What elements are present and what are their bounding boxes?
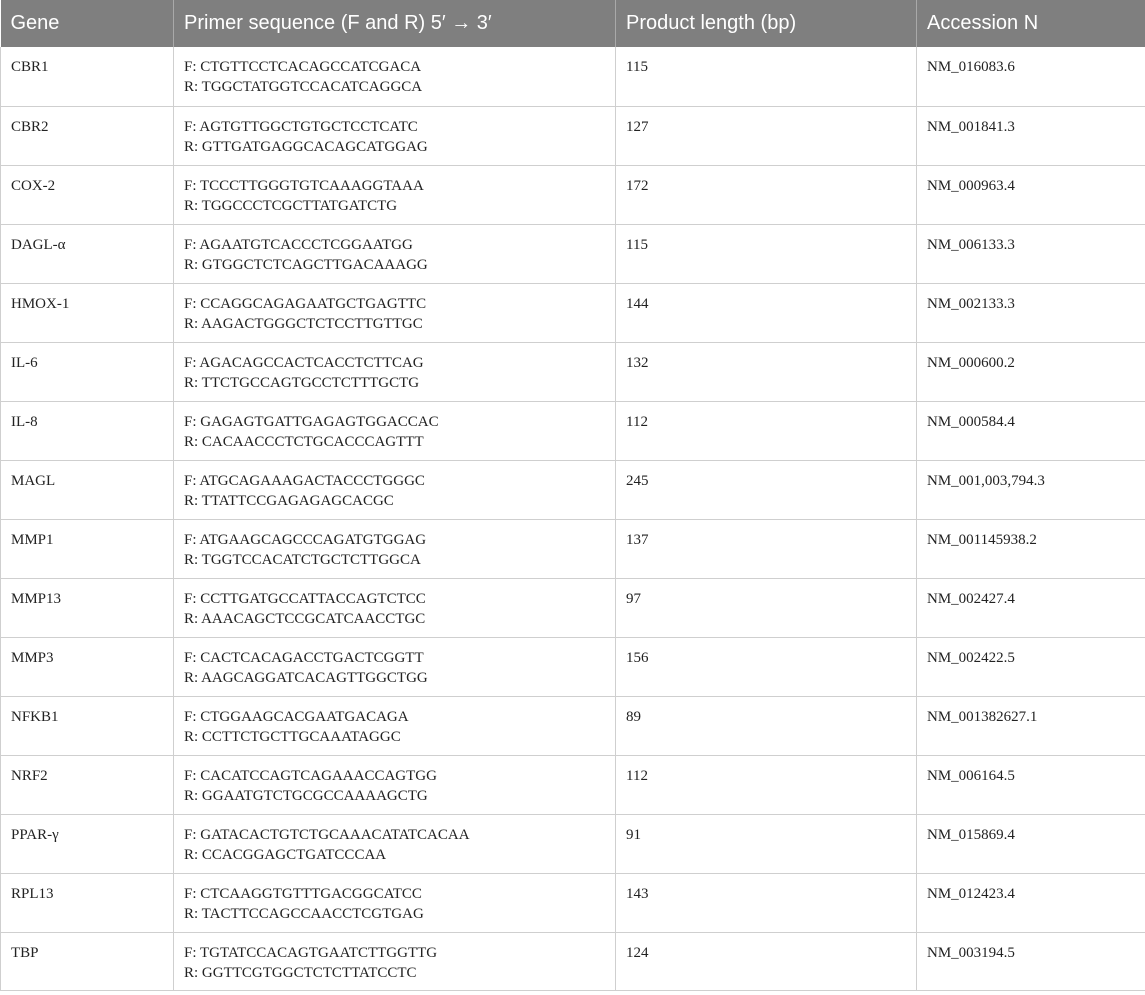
accession-cell: NM_000963.4 [917, 165, 1145, 224]
gene-cell: CBR1 [1, 47, 174, 106]
forward-primer: F: TCCCTTGGGTGTCAAAGGTAAA [184, 177, 424, 194]
primer-cell [174, 696, 616, 755]
table-row [1, 342, 1145, 401]
forward-primer: F: CTGTTCCTCACAGCCATCGACA [184, 59, 422, 75]
forward-primer: F: CCAGGCAGAGAATGCTGAGTTC [184, 295, 427, 312]
primer-cell [174, 755, 616, 814]
primer-cell [174, 165, 616, 224]
gene-cell: MMP1 [1, 519, 174, 578]
accession-cell: NM_001,003,794.3 [917, 460, 1145, 519]
primer-cell [174, 460, 616, 519]
table-row [1, 519, 1145, 578]
primer-cell [174, 224, 616, 283]
product-length-cell: 115 [616, 47, 917, 106]
gene-cell: MMP13 [1, 578, 174, 637]
accession-cell: NM_001382627.1 [917, 696, 1145, 755]
product-length-cell: 127 [616, 106, 917, 165]
forward-primer: F: AGTGTTGGCTGTGCTCCTCATC [184, 118, 418, 135]
gene-cell: HMOX-1 [1, 283, 174, 342]
table-row [1, 578, 1145, 637]
reverse-primer: R: CACAACCCTCTGCACCCAGTTT [184, 433, 424, 450]
forward-primer: F: CCTTGATGCCATTACCAGTCTCC [184, 590, 426, 607]
reverse-primer: R: AAGCAGGATCACAGTTGGCTGG [184, 669, 428, 686]
table-row [1, 106, 1145, 165]
gene-cell: MAGL [1, 460, 174, 519]
product-length-cell: 143 [616, 873, 917, 932]
header-accession: Accession N [917, 0, 1145, 47]
gene-cell: PPAR-γ [1, 814, 174, 873]
forward-primer: F: CACTCACAGACCTGACTCGGTT [184, 649, 424, 666]
forward-primer: F: TGTATCCACAGTGAATCTTGGTTG [184, 944, 438, 961]
accession-cell: NM_002133.3 [917, 283, 1145, 342]
accession-cell: NM_002422.5 [917, 637, 1145, 696]
gene-cell: DAGL-α [1, 224, 174, 283]
primer-cell [174, 932, 616, 990]
product-length-cell: 172 [616, 165, 917, 224]
table-row [1, 696, 1145, 755]
gene-cell: CBR2 [1, 106, 174, 165]
primer-cell [174, 873, 616, 932]
primer-cell [174, 401, 616, 460]
forward-primer: F: AGACAGCCACTCACCTCTTCAG [184, 354, 424, 371]
primer-cell [174, 47, 616, 106]
table-row [1, 932, 1145, 990]
product-length-cell: 124 [616, 932, 917, 990]
accession-cell: NM_002427.4 [917, 578, 1145, 637]
primer-cell [174, 637, 616, 696]
accession-cell: NM_015869.4 [917, 814, 1145, 873]
product-length-cell: 245 [616, 460, 917, 519]
accession-cell: NM_012423.4 [917, 873, 1145, 932]
reverse-primer: R: AAACAGCTCCGCATCAACCTGC [184, 610, 426, 627]
header-gene: Gene [1, 0, 174, 47]
forward-primer: F: CTGGAAGCACGAATGACAGA [184, 708, 409, 725]
forward-primer: F: AGAATGTCACCCTCGGAATGG [184, 236, 413, 253]
primer-cell [174, 283, 616, 342]
table-row [1, 814, 1145, 873]
forward-primer: F: CACATCCAGTCAGAAACCAGTGG [184, 767, 437, 784]
header-product-length: Product length (bp) [616, 0, 917, 47]
reverse-primer: R: TACTTCCAGCCAACCTCGTGAG [184, 905, 424, 922]
forward-primer: F: ATGAAGCAGCCCAGATGTGGAG [184, 531, 427, 548]
gene-cell: IL-8 [1, 401, 174, 460]
accession-cell: NM_003194.5 [917, 932, 1145, 990]
table-row [1, 165, 1145, 224]
gene-cell: COX-2 [1, 165, 174, 224]
primer-cell [174, 519, 616, 578]
accession-cell: NM_001841.3 [917, 106, 1145, 165]
table-row [1, 283, 1145, 342]
primer-cell [174, 106, 616, 165]
accession-cell: NM_016083.6 [917, 47, 1145, 106]
product-length-cell: 89 [616, 696, 917, 755]
reverse-primer: R: TTATTCCGAGAGAGCACGC [184, 492, 394, 509]
table-row [1, 755, 1145, 814]
table-row [1, 873, 1145, 932]
header-primer-sequence: Primer sequence (F and R) 5′ → 3′ [174, 0, 616, 47]
accession-cell: NM_000600.2 [917, 342, 1145, 401]
product-length-cell: 115 [616, 224, 917, 283]
table-row [1, 401, 1145, 460]
table-row [1, 637, 1145, 696]
primer-cell [174, 342, 616, 401]
table-body [1, 47, 1145, 990]
gene-cell: RPL13 [1, 873, 174, 932]
product-length-cell: 144 [616, 283, 917, 342]
gene-cell: NFKB1 [1, 696, 174, 755]
forward-primer: F: ATGCAGAAAGACTACCCTGGGC [184, 472, 425, 489]
reverse-primer: R: TGGTCCACATCTGCTCTTGGCA [184, 551, 421, 568]
gene-cell: NRF2 [1, 755, 174, 814]
forward-primer: F: CTCAAGGTGTTTGACGGCATCC [184, 885, 422, 902]
table-row [1, 460, 1145, 519]
product-length-cell: 91 [616, 814, 917, 873]
table-row [1, 47, 1145, 106]
product-length-cell: 156 [616, 637, 917, 696]
accession-cell: NM_001145938.2 [917, 519, 1145, 578]
product-length-cell: 137 [616, 519, 917, 578]
forward-primer: F: GAGAGTGATTGAGAGTGGACCAC [184, 413, 439, 430]
table-row [1, 224, 1145, 283]
reverse-primer: R: CCTTCTGCTTGCAAATAGGC [184, 728, 401, 745]
gene-cell: IL-6 [1, 342, 174, 401]
table-header-row [1, 0, 1145, 47]
accession-cell: NM_000584.4 [917, 401, 1145, 460]
accession-cell: NM_006164.5 [917, 755, 1145, 814]
product-length-cell: 97 [616, 578, 917, 637]
reverse-primer: R: CCACGGAGCTGATCCCAA [184, 846, 387, 863]
primer-cell [174, 814, 616, 873]
product-length-cell: 112 [616, 401, 917, 460]
gene-cell: TBP [1, 932, 174, 990]
reverse-primer: R: GTTGATGAGGCACAGCATGGAG [184, 138, 428, 155]
product-length-cell: 112 [616, 755, 917, 814]
accession-cell: NM_006133.3 [917, 224, 1145, 283]
reverse-primer: R: AAGACTGGGCTCTCCTTGTTGC [184, 315, 423, 332]
primer-cell [174, 578, 616, 637]
reverse-primer: R: GTGGCTCTCAGCTTGACAAAGG [184, 256, 428, 273]
gene-cell: MMP3 [1, 637, 174, 696]
reverse-primer: R: TTCTGCCAGTGCCTCTTTGCTG [184, 374, 420, 391]
reverse-primer: R: TGGCCCTCGCTTATGATCTG [184, 197, 398, 214]
forward-primer: F: GATACACTGTCTGCAAACATATCACAA [184, 826, 470, 843]
reverse-primer: R: GGAATGTCTGCGCCAAAAGCTG [184, 787, 428, 804]
reverse-primer: R: TGGCTATGGTCCACATCAGGCA [184, 79, 423, 95]
product-length-cell: 132 [616, 342, 917, 401]
reverse-primer: R: GGTTCGTGGCTCTCTTATCCTC [184, 964, 417, 981]
